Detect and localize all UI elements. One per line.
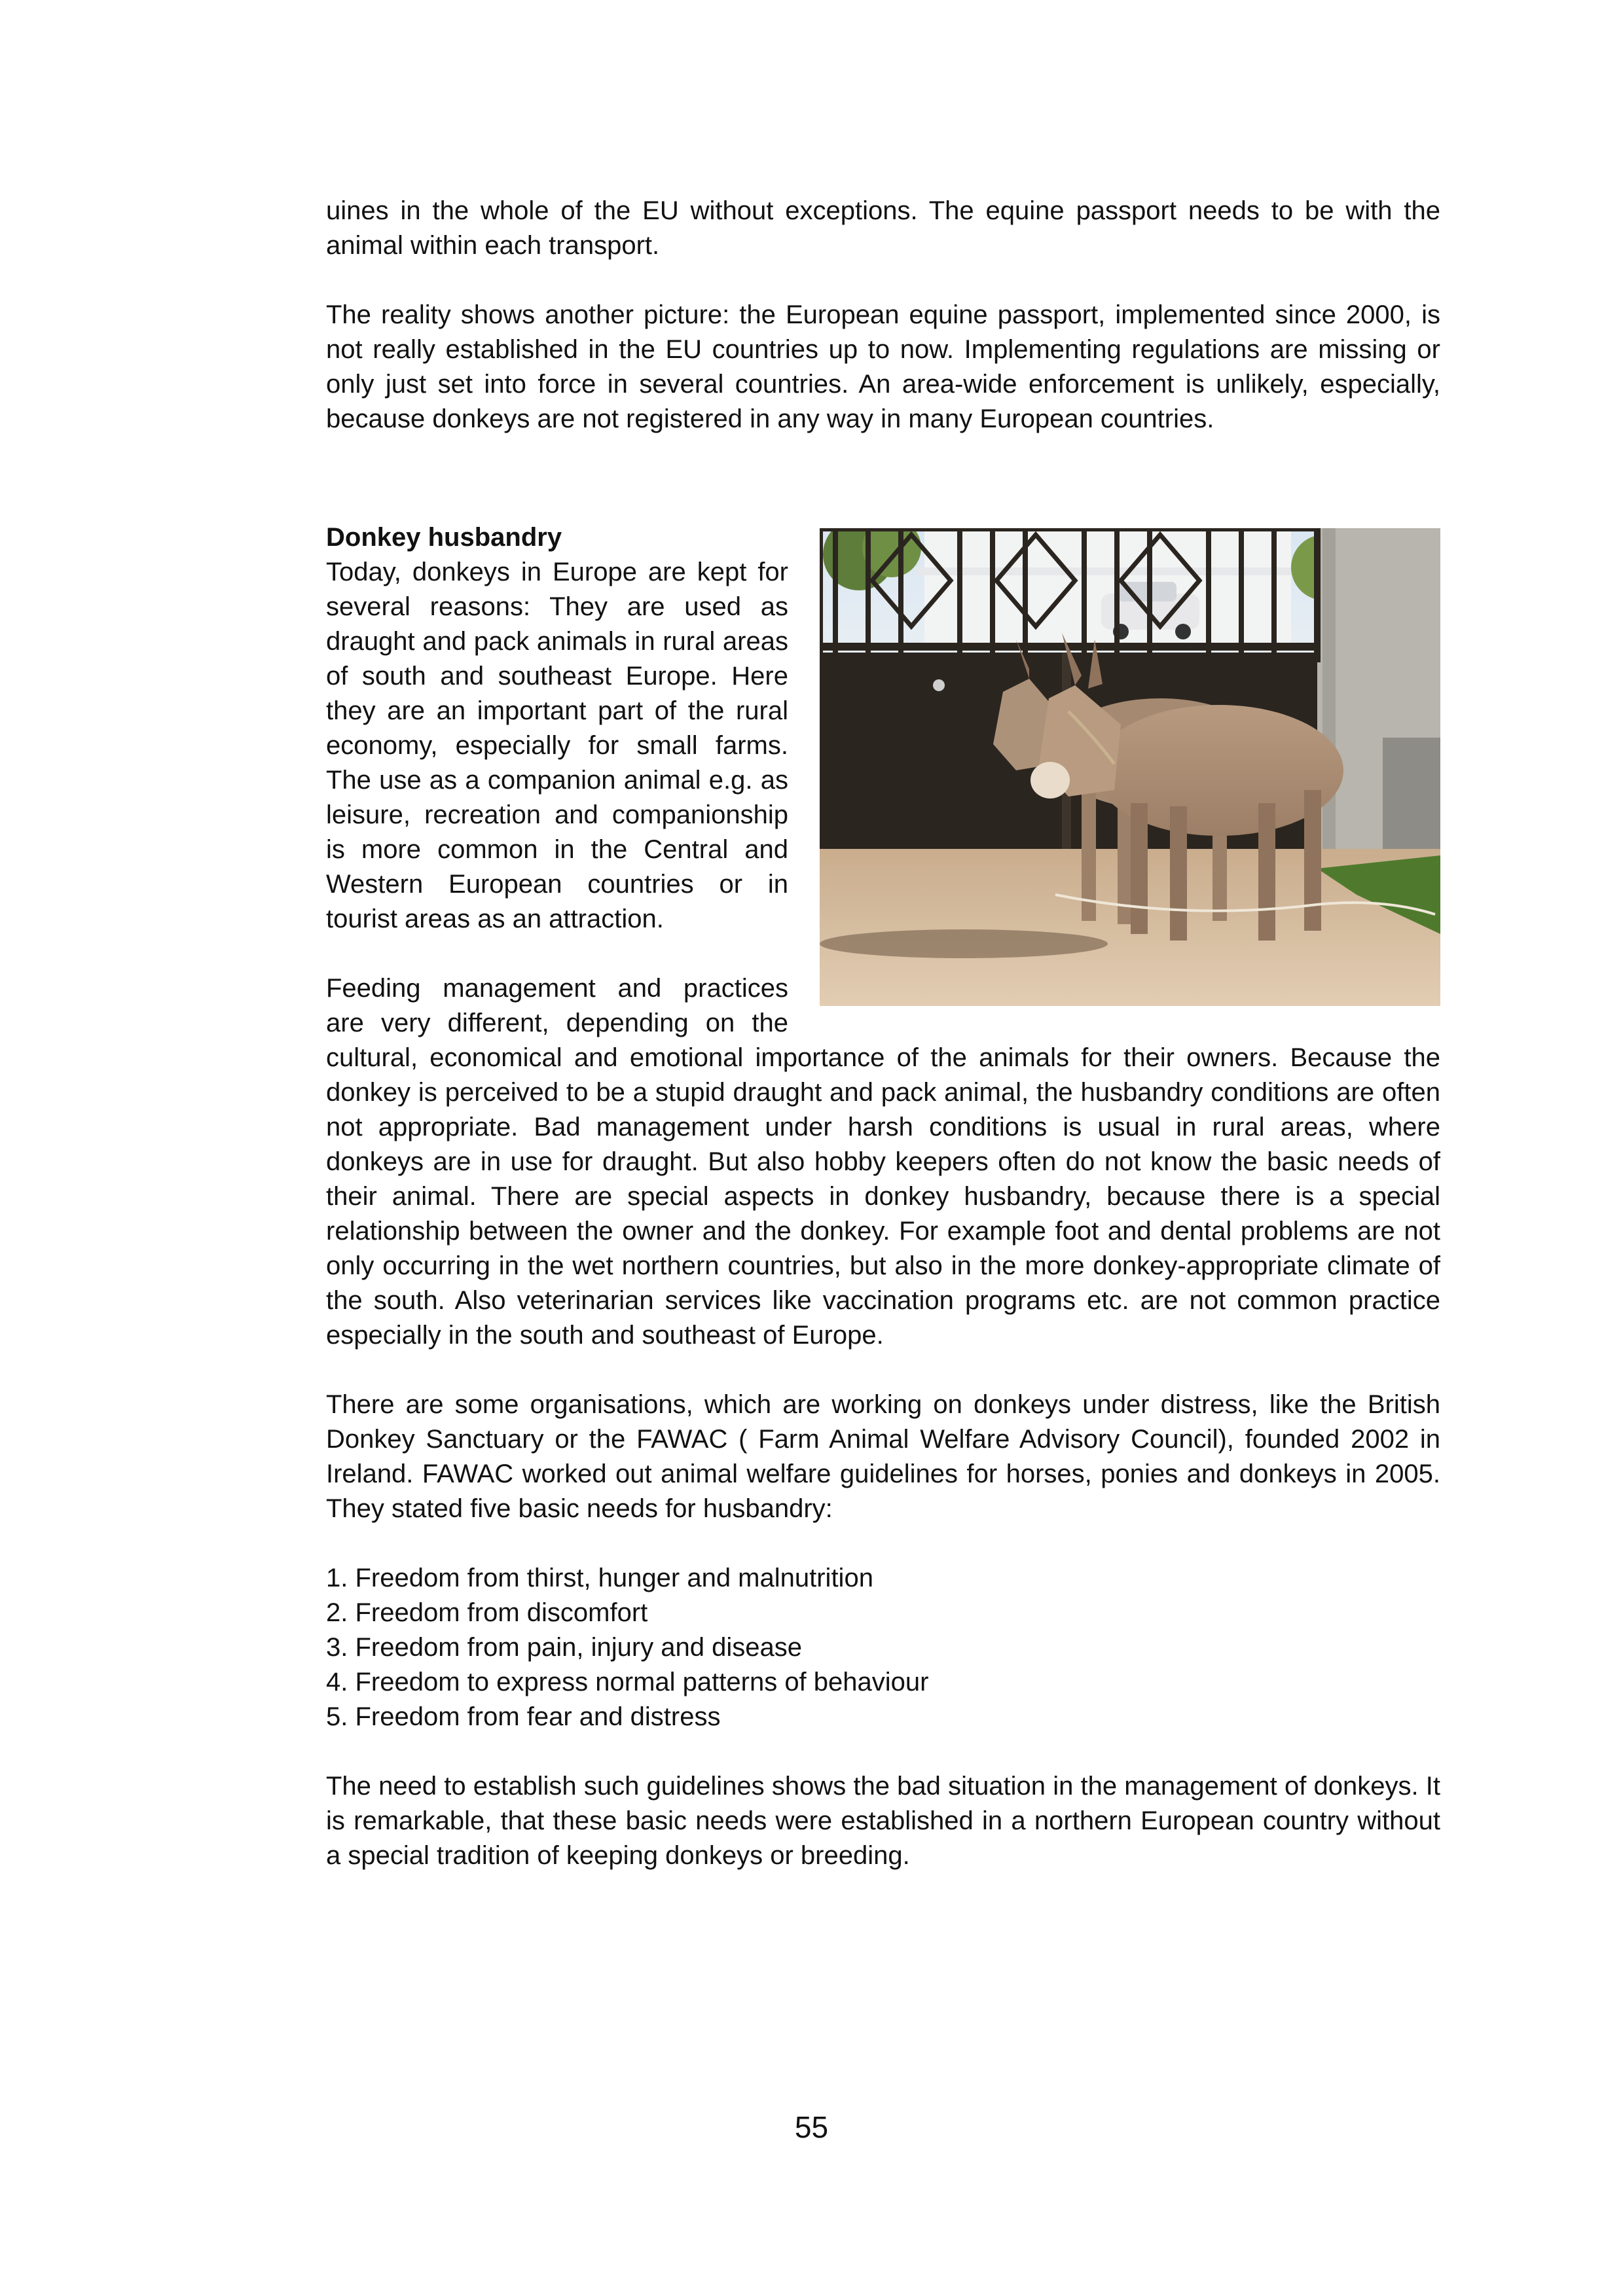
list-item: 1. Freedom from thirst, hunger and malnutrition xyxy=(326,1564,873,1592)
intro-text: uines in the whole of the EU without exceptions. The equine passport needs to be with the animal within each transport. xyxy=(326,196,1440,260)
donkey-husbandry-section xyxy=(326,520,1440,1873)
donkeys-photo xyxy=(820,528,1440,1006)
organisations-paragraph: There are some organisations, which are working on donkeys under distress, like the British Donkey Sanctuary or the FAWAC ( Farm Animal Welfare Advisory Council), founded 2002 in Ireland. FAWAC worked out animal welfare guidelines for horses, ponies and donkeys in 2005. They stated five basic needs for husbandry: xyxy=(326,1390,1440,1523)
section-title: Donkey husbandry xyxy=(326,523,562,552)
list-item: 4. Freedom to express normal patterns of behaviour xyxy=(326,1668,929,1696)
reality-text: The reality shows another picture: the European equine passport, implemented since 2000, is not really established in the EU countries up to now. Implementing regulations are missing or only just set into force in several countries. An area-wide enforcement is unlikely, especially, because donkeys are not registered in any way in many European countries. xyxy=(326,300,1440,433)
feeding-paragraph: Feeding management and practices are very different, depending on the cultural, economical and emotional importance of the animals for their owners. Because the donkey is perceived to be a stupid draught and pack animal, the husbandry conditions are often not appropriate. Bad management under harsh conditions is usual in rural areas, where donkeys are in use for draught. But also hobby keepers often do not know the basic needs of their animal. There are special aspects in donkey husbandry, because there is a special relationship between the owner and the donkey. For example foot and dental problems are not only occurring in the wet northern countries, but also in the more donkey-appropriate climate of the south. Also veterinarian services like vaccination programs etc. are not common practice especially in the south and southeast of Europe. xyxy=(326,974,1440,1350)
list-item: 5. Freedom from fear and distress xyxy=(326,1702,721,1731)
basic-needs-list xyxy=(326,1561,1440,1734)
intro-paragraph xyxy=(326,194,1440,263)
list-item: 2. Freedom from discomfort xyxy=(326,1598,648,1627)
list-item: 3. Freedom from pain, injury and disease xyxy=(326,1633,803,1662)
page-number: 55 xyxy=(794,2110,829,2144)
today-paragraph: Today, donkeys in Europe are kept for several reasons: They are used as draught and pack animals in rural areas of south and southeast Europe. Here they are an important part of the rural economy, especially for small farms. The use as a companion animal e.g. as leisure, recreation and companionship is more common in the Central and Western European countries or in tourist areas as an attraction. xyxy=(326,558,788,933)
reality-paragraph xyxy=(326,298,1440,437)
conclusion-paragraph: The need to establish such guidelines shows the bad situation in the management of donkeys. It is remarkable, that these basic needs were established in a northern European country without a special tradition of keeping donkeys or breeding. xyxy=(326,1772,1440,1870)
